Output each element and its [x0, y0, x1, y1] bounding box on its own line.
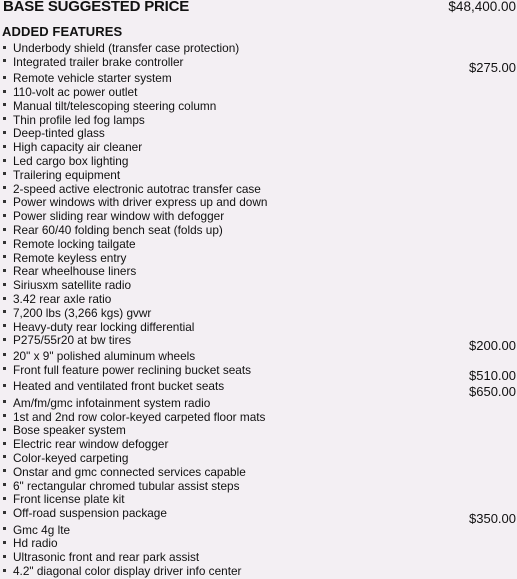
- list-item: [0, 265, 517, 279]
- feature-label: Onstar and gmc connected services capable: [13, 464, 246, 479]
- feature-label: Front license plate kit: [13, 492, 125, 507]
- list-item: [0, 183, 517, 197]
- list-item: [0, 424, 517, 438]
- bullet-icon: [3, 46, 6, 49]
- bullet-icon: [3, 497, 6, 500]
- bullet-icon: [3, 310, 6, 313]
- feature-label: 3.42 rear axle ratio: [13, 292, 112, 307]
- bullet-icon: [3, 367, 6, 370]
- feature-price: $350.00: [469, 511, 516, 527]
- list-item: [0, 364, 517, 381]
- feature-price: $510.00: [469, 367, 516, 383]
- bullet-icon: [3, 297, 6, 300]
- feature-label: Remote locking tailgate: [13, 236, 136, 251]
- bullet-icon: [3, 338, 6, 341]
- feature-label: Remote vehicle starter system: [13, 71, 172, 86]
- feature-label: 6" rectangular chromed tubular assist steps: [13, 478, 240, 493]
- feature-label: Bose speaker system: [13, 423, 126, 438]
- feature-label: 2-speed active electronic autotrac transfer case: [13, 181, 261, 196]
- bullet-icon: [3, 428, 6, 431]
- list-item: [0, 321, 517, 335]
- feature-label: Am/fm/gmc infotainment system radio: [13, 395, 211, 410]
- bullet-icon: [3, 483, 6, 486]
- bullet-icon: [3, 159, 6, 162]
- section-title: ADDED FEATURES: [2, 24, 123, 39]
- list-item: [0, 397, 517, 411]
- list-item: [0, 293, 517, 307]
- list-item: [0, 350, 517, 364]
- bullet-icon: [3, 511, 6, 514]
- bullet-icon: [3, 200, 6, 203]
- feature-label: Ultrasonic front and rear park assist: [13, 550, 200, 565]
- bullet-icon: [3, 283, 6, 286]
- feature-label: Heated and ventilated front bucket seats: [13, 379, 225, 394]
- feature-label: Power sliding rear window with defogger: [13, 209, 225, 224]
- bullet-icon: [3, 117, 6, 120]
- list-item: [0, 438, 517, 452]
- feature-label: Remote keyless entry: [13, 250, 127, 265]
- feature-label: Underbody shield (transfer case protection): [13, 41, 240, 55]
- bullet-icon: [3, 103, 6, 106]
- list-item: [0, 506, 517, 527]
- bullet-icon: [3, 541, 6, 544]
- list-item: [0, 169, 517, 183]
- feature-label: Power windows with driver express up and down: [13, 195, 268, 210]
- feature-label: Heavy-duty rear locking differential: [13, 319, 195, 334]
- list-item: [0, 307, 517, 321]
- list-item: [0, 238, 517, 252]
- bullet-icon: [3, 414, 6, 417]
- feature-label: Siriusxm satellite radio: [13, 278, 132, 293]
- bullet-icon: [3, 76, 6, 79]
- list-item: [0, 252, 517, 266]
- list-item: [0, 551, 517, 565]
- feature-label: 110-volt ac power outlet: [13, 85, 138, 100]
- base-price-value: $48,400.00: [448, 0, 516, 14]
- list-item: [0, 100, 517, 114]
- feature-label: Color-keyed carpeting: [13, 450, 129, 465]
- bullet-icon: [3, 353, 6, 356]
- list-item: [0, 279, 517, 293]
- feature-price: $200.00: [469, 338, 516, 354]
- bullet-icon: [3, 90, 6, 93]
- feature-label: Front full feature power reclining bucket seats: [13, 362, 252, 377]
- bullet-icon: [3, 228, 6, 231]
- bullet-icon: [3, 455, 6, 458]
- feature-label: Electric rear window defogger: [13, 437, 169, 452]
- list-item: [0, 141, 517, 155]
- list-item: [0, 42, 517, 56]
- bullet-icon: [3, 186, 6, 189]
- list-item: [0, 224, 517, 238]
- list-item: [0, 565, 517, 579]
- list-item: [0, 86, 517, 100]
- list-item: [0, 452, 517, 466]
- feature-list: [0, 42, 517, 579]
- base-price-row: [0, 0, 517, 16]
- list-item: [0, 537, 517, 551]
- bullet-icon: [3, 469, 6, 472]
- list-item: [0, 493, 517, 507]
- feature-label: Gmc 4g lte: [13, 522, 71, 537]
- feature-price: $275.00: [469, 59, 516, 75]
- feature-label: Led cargo box lighting: [13, 154, 129, 169]
- list-item: [0, 196, 517, 210]
- list-item: [0, 411, 517, 425]
- list-item: [0, 379, 517, 400]
- bullet-icon: [3, 241, 6, 244]
- feature-label: Manual tilt/telescoping steering column: [13, 98, 217, 113]
- base-price-label: BASE SUGGESTED PRICE: [3, 0, 190, 15]
- bullet-icon: [3, 384, 6, 387]
- bullet-icon: [3, 145, 6, 148]
- list-item: [0, 155, 517, 169]
- list-item: [0, 127, 517, 141]
- feature-label: 20" x 9" polished aluminum wheels: [13, 348, 196, 363]
- list-item: [0, 466, 517, 480]
- feature-label: 7,200 lbs (3,266 kgs) gvwr: [13, 305, 152, 320]
- feature-label: High capacity air cleaner: [13, 140, 143, 155]
- bullet-icon: [3, 255, 6, 258]
- bullet-icon: [3, 442, 6, 445]
- feature-label: Rear 60/40 folding bench seat (folds up): [13, 223, 223, 238]
- feature-label: Hd radio: [13, 536, 58, 551]
- feature-price: $650.00: [469, 384, 516, 400]
- list-item: [0, 524, 517, 538]
- bullet-icon: [3, 214, 6, 217]
- feature-label: Deep-tinted glass: [13, 126, 105, 141]
- bullet-icon: [3, 400, 6, 403]
- bullet-icon: [3, 172, 6, 175]
- bullet-icon: [3, 324, 6, 327]
- list-item: [0, 480, 517, 494]
- bullet-icon: [3, 527, 6, 530]
- feature-label: P275/55r20 at bw tires: [13, 333, 132, 348]
- list-item: [0, 114, 517, 128]
- bullet-icon: [3, 59, 6, 62]
- bullet-icon: [3, 569, 6, 572]
- bullet-icon: [3, 131, 6, 134]
- feature-label: 1st and 2nd row color-keyed carpeted floor mats: [13, 409, 266, 424]
- feature-label: 4.2" diagonal color display driver info center: [13, 564, 242, 578]
- list-item: [0, 333, 517, 354]
- feature-label: Rear wheelhouse liners: [13, 264, 137, 279]
- list-item: [0, 210, 517, 224]
- list-item: [0, 56, 517, 73]
- feature-label: Integrated trailer brake controller: [13, 54, 184, 69]
- list-item: [0, 72, 517, 86]
- feature-label: Off-road suspension package: [13, 506, 167, 521]
- feature-label: Trailering equipment: [13, 167, 121, 182]
- bullet-icon: [3, 555, 6, 558]
- bullet-icon: [3, 269, 6, 272]
- feature-label: Thin profile led fog lamps: [13, 112, 145, 127]
